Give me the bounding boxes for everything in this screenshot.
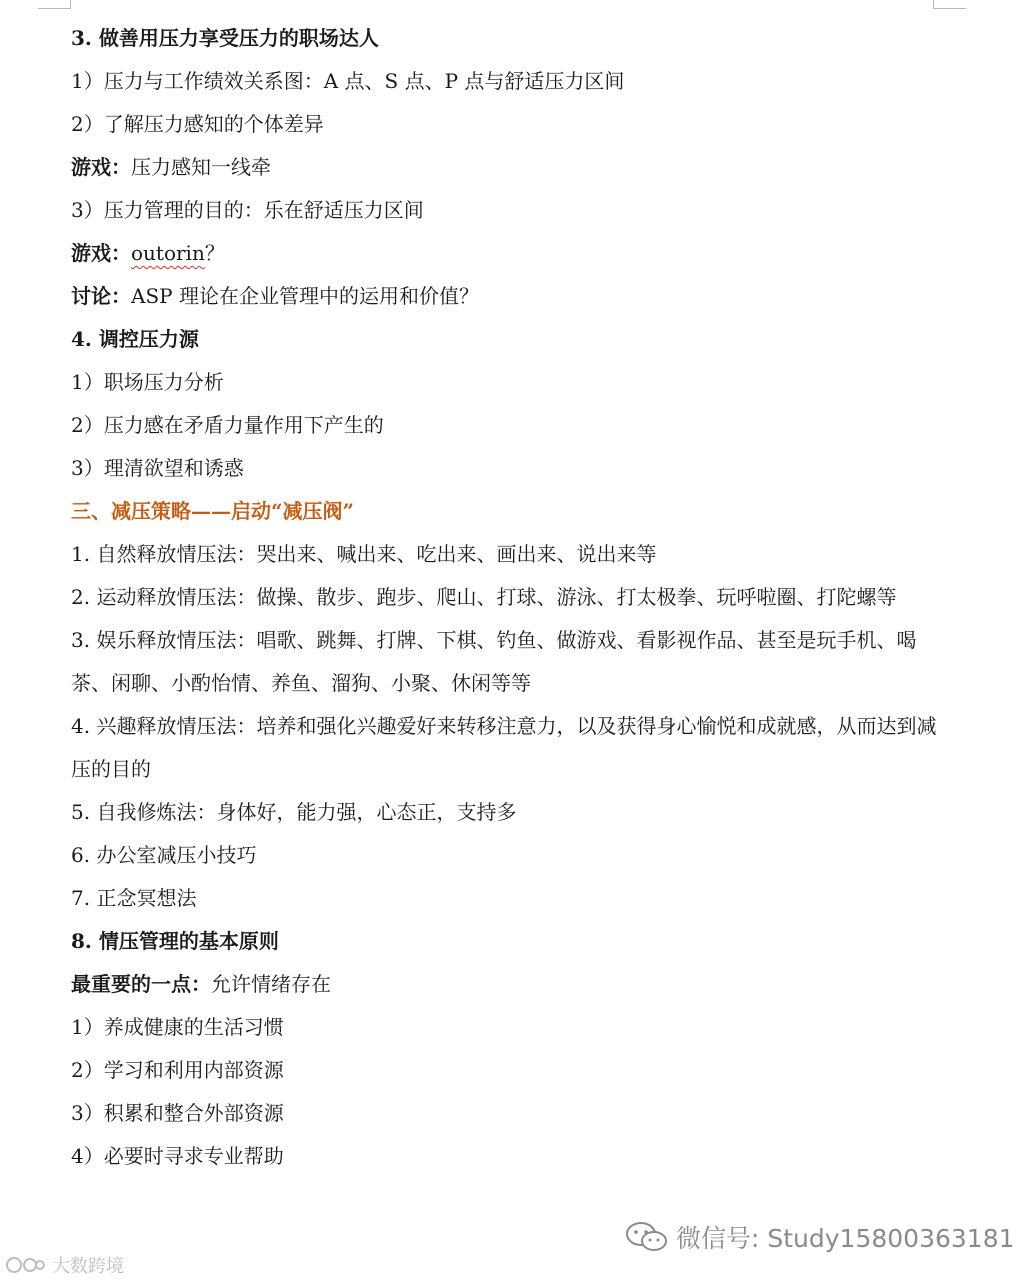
chapter-heading: 三、减压策略——启动“减压阀”: [71, 499, 355, 523]
page-corner-mark-left: [38, 0, 71, 9]
game-label: 游戏：: [71, 155, 131, 179]
list-item: 1）养成健康的生活习惯: [71, 1015, 284, 1039]
brand-logo-icon: [6, 1255, 46, 1275]
section-heading-8: 8. 情压管理的基本原则: [71, 929, 279, 953]
wechat-watermark: [624, 1219, 1015, 1255]
discussion-text: ASP 理论在企业管理中的运用和价值？: [131, 284, 479, 308]
page-corner-mark-right: [933, 0, 966, 9]
wechat-id-text: 微信号: Study15800363181: [676, 1224, 1015, 1253]
game-text: outorin: [131, 241, 205, 265]
discussion-label: 讨论：: [71, 284, 131, 308]
discussion-line: [71, 275, 951, 318]
list-item: 3）压力管理的目的：乐在舒适压力区间: [71, 198, 424, 222]
principle-label: 最重要的一点：: [71, 972, 211, 996]
game-text-suffix: ？: [204, 241, 225, 265]
list-item: 1）压力与工作绩效关系图：A 点、S 点、P 点与舒适压力区间: [71, 69, 625, 93]
game-line: [71, 146, 951, 189]
list-item: 7. 正念冥想法: [71, 886, 197, 910]
list-item: 3）积累和整合外部资源: [71, 1101, 284, 1125]
game-line: [71, 232, 951, 275]
list-item: 5. 自我修炼法：身体好，能力强，心态正，支持多: [71, 800, 517, 824]
section-heading-4: 4. 调控压力源: [71, 327, 199, 351]
list-item: 2）压力感在矛盾力量作用下产生的: [71, 413, 384, 437]
principle-text: 允许情绪存在: [211, 972, 331, 996]
list-item: 1）职场压力分析: [71, 370, 224, 394]
wechat-icon: [624, 1219, 670, 1255]
list-item: 2）学习和利用内部资源: [71, 1058, 284, 1082]
principle-line: [71, 963, 951, 1006]
brand-name-text: 大数跨境: [52, 1256, 124, 1277]
document-body: [71, 17, 951, 1178]
game-label: 游戏：: [71, 241, 131, 265]
list-item: 4. 兴趣释放情压法：培养和强化兴趣爱好来转移注意力，以及获得身心愉悦和成就感，从而达到减压的目的: [71, 714, 937, 781]
list-item: 1. 自然释放情压法：哭出来、喊出来、吃出来、画出来、说出来等: [71, 542, 657, 566]
brand-watermark: [6, 1252, 124, 1278]
game-text: 压力感知一线牵: [131, 155, 271, 179]
list-item: 6. 办公室减压小技巧: [71, 843, 257, 867]
list-item: 2）了解压力感知的个体差异: [71, 112, 324, 136]
list-item: 4）必要时寻求专业帮助: [71, 1144, 284, 1168]
list-item: 3. 娱乐释放情压法：唱歌、跳舞、打牌、下棋、钓鱼、做游戏、看影视作品、甚至是玩手机、喝茶、闲聊、小酌怡情、养鱼、溜狗、小聚、休闲等等: [71, 628, 917, 695]
list-item: 2. 运动释放情压法：做操、散步、跑步、爬山、打球、游泳、打太极拳、玩呼啦圈、打陀螺等: [71, 585, 897, 609]
list-item: 3）理清欲望和诱惑: [71, 456, 244, 480]
section-heading-3: 3. 做善用压力享受压力的职场达人: [71, 26, 379, 50]
